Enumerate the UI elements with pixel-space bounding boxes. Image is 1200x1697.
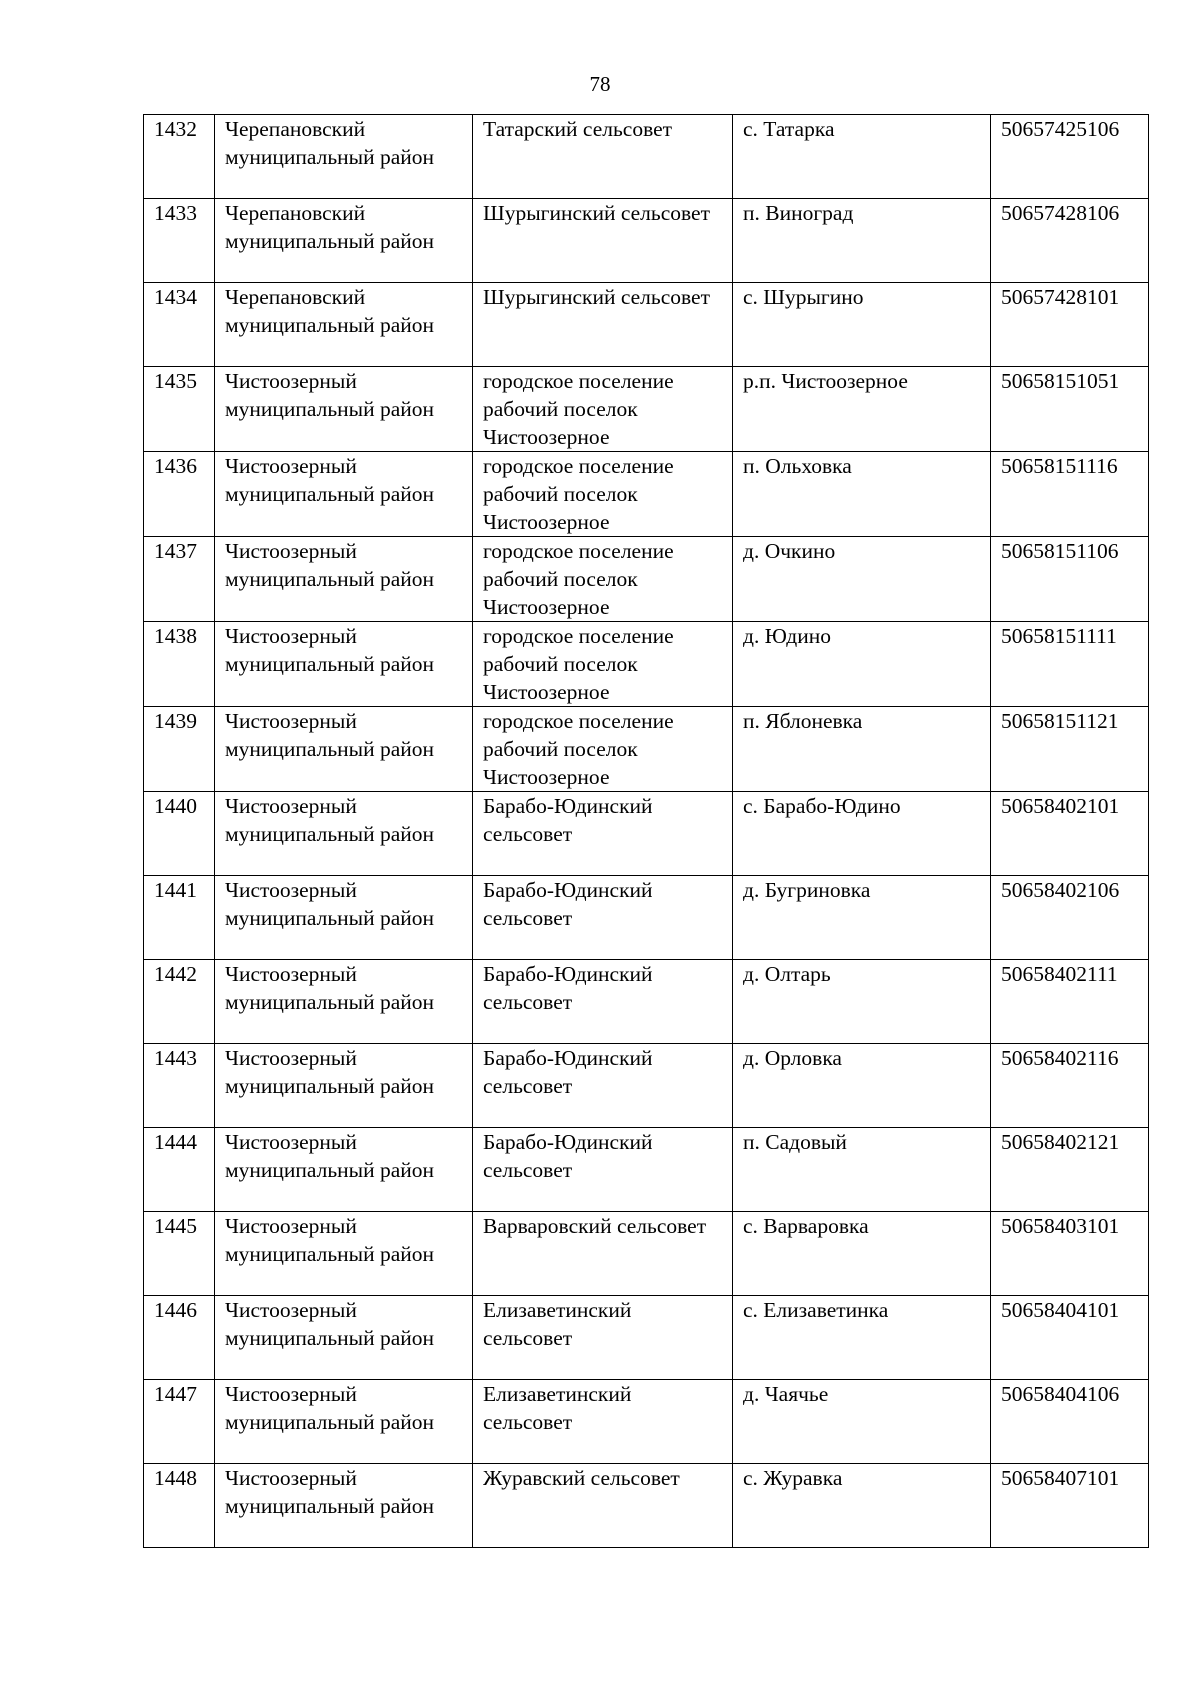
settlement-cell: городское поселение рабочий поселок Чистоозерное (473, 622, 733, 707)
locality-cell: д. Юдино (733, 622, 991, 707)
settlement-cell: Барабо-Юдинский сельсовет (473, 1044, 733, 1128)
row-number: 1438 (144, 622, 215, 707)
district-cell: Черепановский муниципальный район (215, 115, 473, 199)
row-number: 1444 (144, 1128, 215, 1212)
district-cell: Чистоозерный муниципальный район (215, 1128, 473, 1212)
table-row (144, 707, 1149, 792)
settlement-cell: Татарский сельсовет (473, 115, 733, 199)
table-row (144, 537, 1149, 622)
district-cell: Чистоозерный муниципальный район (215, 1464, 473, 1548)
oktmo-code-cell: 50658151111 (991, 622, 1149, 707)
row-number: 1439 (144, 707, 215, 792)
table-row (144, 1380, 1149, 1464)
oktmo-code-cell: 50658151051 (991, 367, 1149, 452)
row-number: 1436 (144, 452, 215, 537)
row-number: 1442 (144, 960, 215, 1044)
oktmo-code-cell: 50658402106 (991, 876, 1149, 960)
locality-cell: п. Садовый (733, 1128, 991, 1212)
table-row (144, 283, 1149, 367)
district-cell: Чистоозерный муниципальный район (215, 1044, 473, 1128)
table-row (144, 115, 1149, 199)
row-number: 1440 (144, 792, 215, 876)
locality-cell: с. Шурыгино (733, 283, 991, 367)
row-number: 1445 (144, 1212, 215, 1296)
oktmo-code-cell: 50657428106 (991, 199, 1149, 283)
table-row (144, 622, 1149, 707)
table-row (144, 452, 1149, 537)
settlement-cell: Елизаветинский сельсовет (473, 1296, 733, 1380)
district-cell: Чистоозерный муниципальный район (215, 452, 473, 537)
row-number: 1433 (144, 199, 215, 283)
oktmo-code-cell: 50658151121 (991, 707, 1149, 792)
oktmo-code-cell: 50658151106 (991, 537, 1149, 622)
settlement-cell: городское поселение рабочий поселок Чистоозерное (473, 707, 733, 792)
district-cell: Чистоозерный муниципальный район (215, 1212, 473, 1296)
district-cell: Черепановский муниципальный район (215, 199, 473, 283)
row-number: 1432 (144, 115, 215, 199)
oktmo-code-cell: 50658402111 (991, 960, 1149, 1044)
table-row (144, 1296, 1149, 1380)
locality-cell: с. Барабо-Юдино (733, 792, 991, 876)
settlement-cell: Барабо-Юдинский сельсовет (473, 1128, 733, 1212)
row-number: 1437 (144, 537, 215, 622)
locality-cell: с. Елизаветинка (733, 1296, 991, 1380)
locality-cell: р.п. Чистоозерное (733, 367, 991, 452)
table-row (144, 1128, 1149, 1212)
row-number: 1434 (144, 283, 215, 367)
oktmo-code-cell: 50658151116 (991, 452, 1149, 537)
row-number: 1446 (144, 1296, 215, 1380)
locality-cell: д. Орловка (733, 1044, 991, 1128)
district-cell: Чистоозерный муниципальный район (215, 537, 473, 622)
district-cell: Чистоозерный муниципальный район (215, 1296, 473, 1380)
settlement-cell: Барабо-Юдинский сельсовет (473, 876, 733, 960)
district-cell: Чистоозерный муниципальный район (215, 1380, 473, 1464)
locality-cell: с. Варваровка (733, 1212, 991, 1296)
district-cell: Чистоозерный муниципальный район (215, 707, 473, 792)
oktmo-code-cell: 50658404106 (991, 1380, 1149, 1464)
locality-cell: с. Журавка (733, 1464, 991, 1548)
district-cell: Чистоозерный муниципальный район (215, 792, 473, 876)
locality-cell: п. Яблоневка (733, 707, 991, 792)
row-number: 1447 (144, 1380, 215, 1464)
row-number: 1448 (144, 1464, 215, 1548)
row-number: 1443 (144, 1044, 215, 1128)
oktmo-code-cell: 50658402121 (991, 1128, 1149, 1212)
oktmo-code-cell: 50657428101 (991, 283, 1149, 367)
settlement-cell: Шурыгинский сельсовет (473, 283, 733, 367)
table-row (144, 876, 1149, 960)
settlement-cell: городское поселение рабочий поселок Чистоозерное (473, 452, 733, 537)
district-cell: Чистоозерный муниципальный район (215, 876, 473, 960)
settlement-cell: Журавский сельсовет (473, 1464, 733, 1548)
settlement-cell: Варваровский сельсовет (473, 1212, 733, 1296)
locality-cell: д. Бугриновка (733, 876, 991, 960)
settlement-cell: Шурыгинский сельсовет (473, 199, 733, 283)
table-row (144, 1044, 1149, 1128)
locality-cell: с. Татарка (733, 115, 991, 199)
district-cell: Чистоозерный муниципальный район (215, 960, 473, 1044)
district-cell: Черепановский муниципальный район (215, 283, 473, 367)
oktmo-code-cell: 50658402116 (991, 1044, 1149, 1128)
row-number: 1435 (144, 367, 215, 452)
page-number: 78 (589, 72, 611, 96)
table-row (144, 199, 1149, 283)
locality-cell: п. Виноград (733, 199, 991, 283)
oktmo-code-cell: 50658404101 (991, 1296, 1149, 1380)
district-cell: Чистоозерный муниципальный район (215, 622, 473, 707)
table-row (144, 792, 1149, 876)
locality-cell: д. Олтарь (733, 960, 991, 1044)
locality-cell: д. Чаячье (733, 1380, 991, 1464)
district-cell: Чистоозерный муниципальный район (215, 367, 473, 452)
table-row (144, 367, 1149, 452)
table-body (144, 115, 1149, 1548)
settlement-cell: Елизаветинский сельсовет (473, 1380, 733, 1464)
settlement-cell: Барабо-Юдинский сельсовет (473, 960, 733, 1044)
oktmo-code-cell: 50658402101 (991, 792, 1149, 876)
locality-cell: п. Ольховка (733, 452, 991, 537)
settlement-cell: городское поселение рабочий поселок Чистоозерное (473, 537, 733, 622)
settlement-cell: городское поселение рабочий поселок Чистоозерное (473, 367, 733, 452)
settlements-table (143, 114, 1149, 1548)
oktmo-code-cell: 50658403101 (991, 1212, 1149, 1296)
table-row (144, 960, 1149, 1044)
settlement-cell: Барабо-Юдинский сельсовет (473, 792, 733, 876)
table-row (144, 1464, 1149, 1548)
locality-cell: д. Очкино (733, 537, 991, 622)
row-number: 1441 (144, 876, 215, 960)
oktmo-code-cell: 50658407101 (991, 1464, 1149, 1548)
oktmo-code-cell: 50657425106 (991, 115, 1149, 199)
table-row (144, 1212, 1149, 1296)
